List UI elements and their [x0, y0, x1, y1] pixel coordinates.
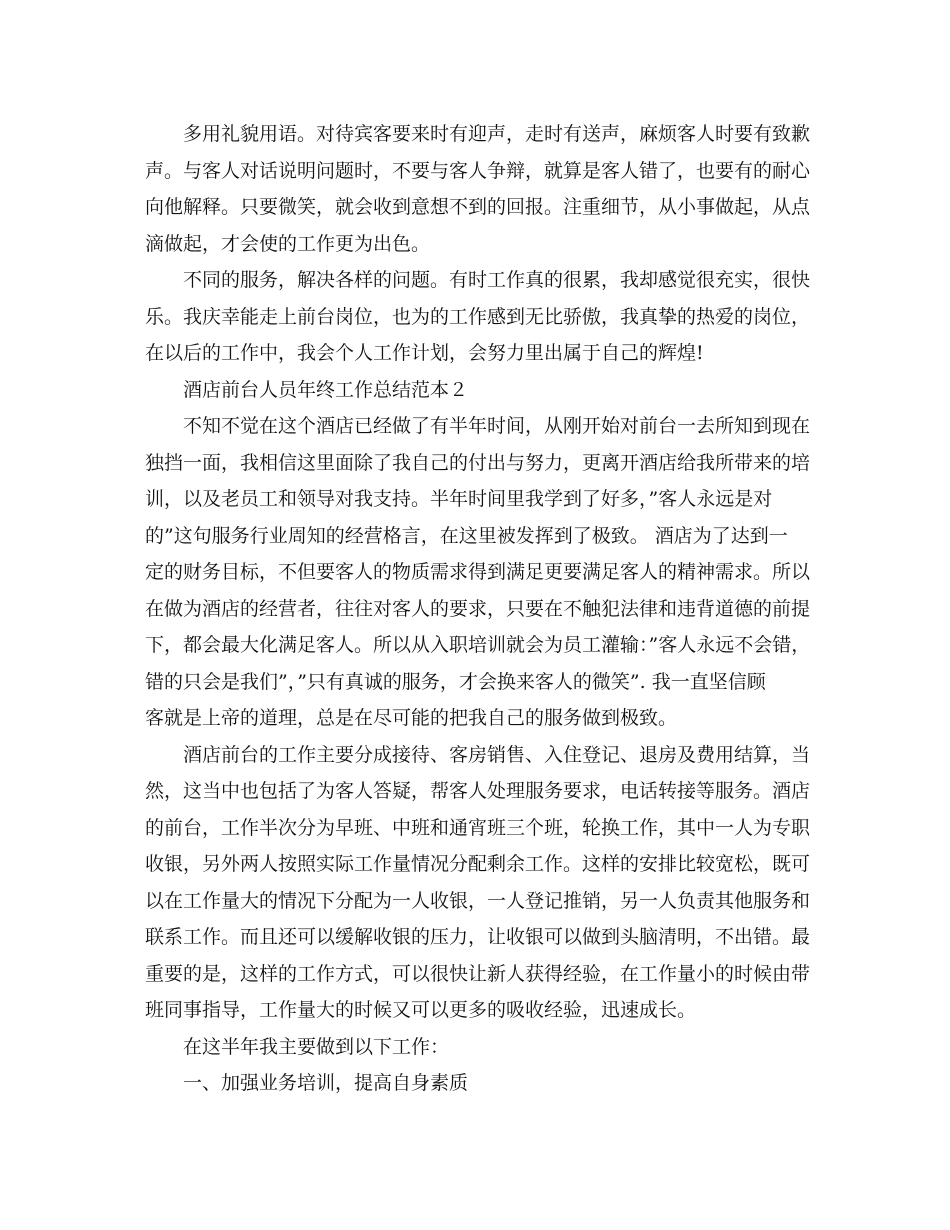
text-line: 在以后的工作中，我会个人工作计划，会努力里出属于自己的辉煌! [145, 342, 704, 364]
text-line: 然，这当中也包括了为客人答疑，帮客人处理服务要求，电话转接等服务。酒店 [145, 780, 811, 802]
heading-line: 一、加强业务培训，提高自身素质 [183, 1072, 469, 1094]
text-line: 的”这句服务行业周知的经营格言，在这里被发挥到了极致。 酒店为了达到一 [145, 524, 788, 547]
heading-line: 酒店前台人员年终工作总结范本２ [183, 378, 469, 401]
text-line: 的前台，工作半次分为早班、中班和通宵班三个班，轮换工作，其中一人为专职 [145, 816, 811, 839]
list-heading [145, 1065, 807, 1102]
text-line: 联系工作。而且还可以缓解收银的压力，让收银可以做到头脑清明，不出错。最 [145, 926, 811, 948]
text-line: 训，以及老员工和领导对我支持。半年时间里我学到了好多，”客人永远是对 [145, 488, 773, 510]
text-line: 酒店前台的工作主要分成接待、客房销售、入住登记、退房及费用结算，当 [183, 743, 811, 766]
paragraph [145, 737, 811, 1029]
text-line: 声。与客人对话说明问题时，不要与客人争辩，就算是客人错了，也要有的耐心 [145, 159, 811, 182]
text-line: 不同的服务，解决各样的问题。有时工作真的很累，我却感觉很充实，很快 [183, 269, 811, 291]
text-line: 独挡一面，我相信这里面除了我自己的付出与努力，更离开酒店给我所带来的培 [145, 451, 811, 474]
paragraph [145, 116, 811, 262]
text-line: 多用礼貌用语。对待宾客要来时有迎声，走时有送声，麻烦客人时要有致歉 [183, 123, 811, 145]
text-line: 以在工作量大的情况下分配为一人收银，一人登记推销，另一人负责其他服务和 [145, 889, 811, 912]
text-line: 滴做起，才会使的工作更为出色。 [145, 232, 431, 255]
paragraph [145, 408, 811, 737]
text-line: 定的财务目标，不但要客人的物质需求得到满足更要满足客人的精神需求。所以 [145, 561, 811, 583]
text-line: 在做为酒店的经营者，往往对客人的要求，只要在不触犯法律和违背道德的前提 [145, 597, 811, 620]
section-heading [145, 372, 807, 409]
text-line: 向他解释。只要微笑，就会收到意想不到的回报。注重细节，从小事做起，从点 [145, 196, 811, 218]
paragraph [145, 262, 811, 372]
text-line: 客就是上帝的道理，总是在尽可能的把我自己的服务做到极致。 [145, 707, 678, 729]
text-line: 在这半年我主要做到以下工作： [183, 1035, 450, 1058]
text-line: 乐。我庆幸能走上前台岗位，也为的工作感到无比骄傲，我真挚的热爱的岗位， [145, 305, 811, 328]
text-line: 不知不觉在这个酒店已经做了有半年时间，从刚开始对前台一去所知到现在 [183, 415, 811, 437]
text-line: 收银，另外两人按照实际工作量情况分配剩余工作。这样的安排比较宽松，既可 [145, 853, 811, 875]
document-body [145, 116, 811, 1102]
text-line: 重要的是，这样的工作方式，可以很快让新人获得经验，在工作量小的时候由带 [145, 962, 811, 985]
text-line: 错的只会是我们”，”只有真诚的服务，才会换来客人的微笑”. 我一直坚信顾 [145, 670, 766, 693]
paragraph [145, 1029, 807, 1066]
text-line: 班同事指导，工作量大的时候又可以更多的吸收经验，迅速成长。 [145, 999, 697, 1021]
text-line: 下，都会最大化满足客人。所以从入职培训就会为员工灌输：”客人永远不会错， [145, 634, 811, 656]
